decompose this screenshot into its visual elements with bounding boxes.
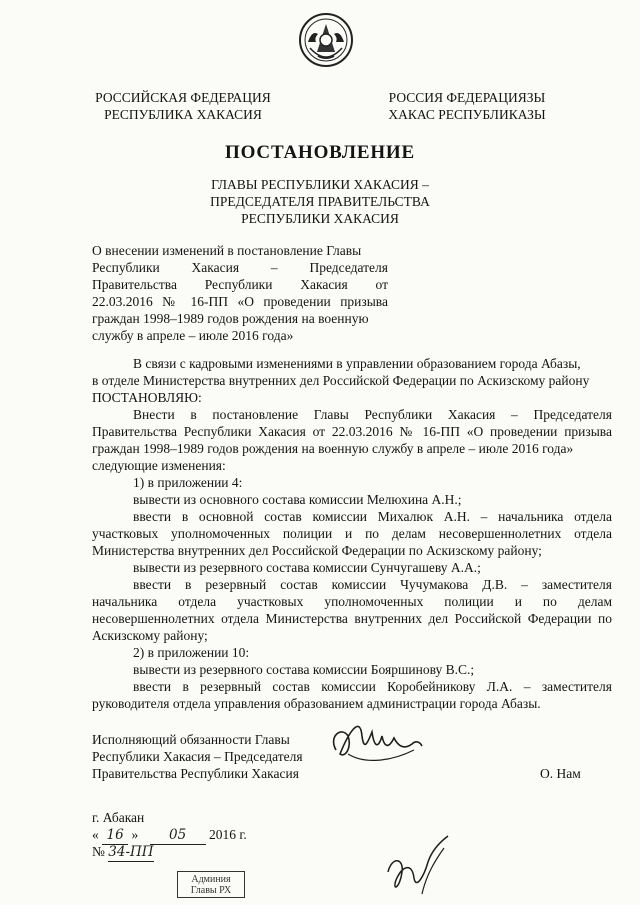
body-line: несовершеннолетних отдела Министерства внутренних дел Российской Федерации по xyxy=(92,611,612,626)
subject-line: Правительства Республики Хакасия от xyxy=(92,277,388,292)
document-title: ПОСТАНОВЛЕНИЕ xyxy=(225,142,415,163)
signatory-position-line: Правительства Республики Хакасия xyxy=(92,766,299,781)
date-month: 05 xyxy=(150,827,206,845)
header-left xyxy=(88,89,278,123)
handwritten-signature xyxy=(318,706,428,776)
subtitle-line: РЕСПУБЛИКИ ХАКАСИЯ xyxy=(241,211,399,226)
header-right-line: РОССИЯ ФЕДЕРАЦИЯЗЫ xyxy=(388,90,546,105)
coat-of-arms-icon xyxy=(298,12,354,68)
signatory-position-line: Исполняющий обязанности Главы xyxy=(92,732,290,747)
header-right-line: ХАКАС РЕСПУБЛИКАЗЫ xyxy=(388,107,546,122)
number-prefix: № xyxy=(92,844,105,859)
body-line: Министерства внутренних дел Российской Федерации по Аскизскому району; xyxy=(92,543,542,558)
date-quote-open: « xyxy=(92,827,99,842)
body-line: Аскизскому району; xyxy=(92,628,208,643)
signatory-position-line: Республики Хакасия – Председателя xyxy=(92,749,303,764)
subject-line: граждан 1998–1989 годов рождения на военную xyxy=(92,311,369,326)
header-left-line: РЕСПУБЛИКА ХАКАСИЯ xyxy=(104,107,262,122)
body-line: руководителя отдела управления образованием администрации города Абазы. xyxy=(92,696,541,711)
body-line: ввести в резервный состав комиссии Коробейникову Л.А. – заместителя xyxy=(133,679,612,694)
date-year: 2016 г. xyxy=(209,827,247,842)
number-line xyxy=(92,843,154,862)
place: г. Абакан xyxy=(92,810,145,825)
subject-line: Республики Хакасия – Председателя xyxy=(92,260,388,275)
body-line: ПОСТАНОВЛЯЮ: xyxy=(92,390,202,405)
stamp-line: Главы РХ xyxy=(190,885,232,896)
stamp-line: Админия xyxy=(191,874,231,885)
body-line: вывести из основного состава комиссии Мелюхина А.Н.; xyxy=(133,492,462,507)
subtitle-line: ПРЕДСЕДАТЕЛЯ ПРАВИТЕЛЬСТВА xyxy=(210,194,430,209)
date-day: 16 xyxy=(102,827,128,845)
header-left-line: РОССИЙСКАЯ ФЕДЕРАЦИЯ xyxy=(95,90,271,105)
signatory-name: О. Нам xyxy=(540,766,581,781)
body-line: граждан 1998–1989 годов рождения на военную службу в апреле – июле 2016 года» xyxy=(92,441,574,456)
body-line: ввести в основной состав комиссии Михалюк А.Н. – начальника отдела xyxy=(133,509,612,524)
body-line: В связи с кадровыми изменениями в управлении образованием города Абазы, xyxy=(133,356,581,371)
subject-line: О внесении изменений в постановление Главы xyxy=(92,243,362,258)
document-subtitle xyxy=(0,176,640,227)
subject-line: службу в апреле – июле 2016 года» xyxy=(92,328,294,343)
subject-line: 22.03.2016 № 16-ПП «О проведении призыва xyxy=(92,294,388,309)
body-line: ввести в резервный состав комиссии Чучумакова Д.В. – заместителя xyxy=(133,577,612,592)
body-line: вывести из резервного состава комиссии Бояршинову В.С.; xyxy=(133,662,475,677)
number-value: 34-ПП xyxy=(108,844,154,860)
body-line: Правительства Республики Хакасия от 22.03.2016 № 16-ПП «О проведении призыва xyxy=(92,424,612,439)
signatory-position xyxy=(92,731,303,782)
date-quote-close: » xyxy=(131,827,139,842)
registration-stamp xyxy=(177,871,245,898)
handwritten-initials xyxy=(378,832,458,902)
body-line: начальника отдела участковых уполномоченных полиции и по делам xyxy=(92,594,612,609)
body-line: следующие изменения: xyxy=(92,458,226,473)
body-line: 1) в приложении 4: xyxy=(133,475,243,490)
body-line: вывести из резервного состава комиссии Сунчугашеву А.А.; xyxy=(133,560,481,575)
body-line: в отделе Министерства внутренних дел Российской Федерации по Аскизскому району xyxy=(92,373,590,388)
header-right xyxy=(372,89,562,123)
body-line: Внести в постановление Главы Республики Хакасия – Председателя xyxy=(133,407,612,422)
subtitle-line: ГЛАВЫ РЕСПУБЛИКИ ХАКАСИЯ – xyxy=(211,177,429,192)
body-line: участковых уполномоченных полиции и по делам несовершеннолетних отдела xyxy=(92,526,612,541)
body-line: 2) в приложении 10: xyxy=(133,645,250,660)
